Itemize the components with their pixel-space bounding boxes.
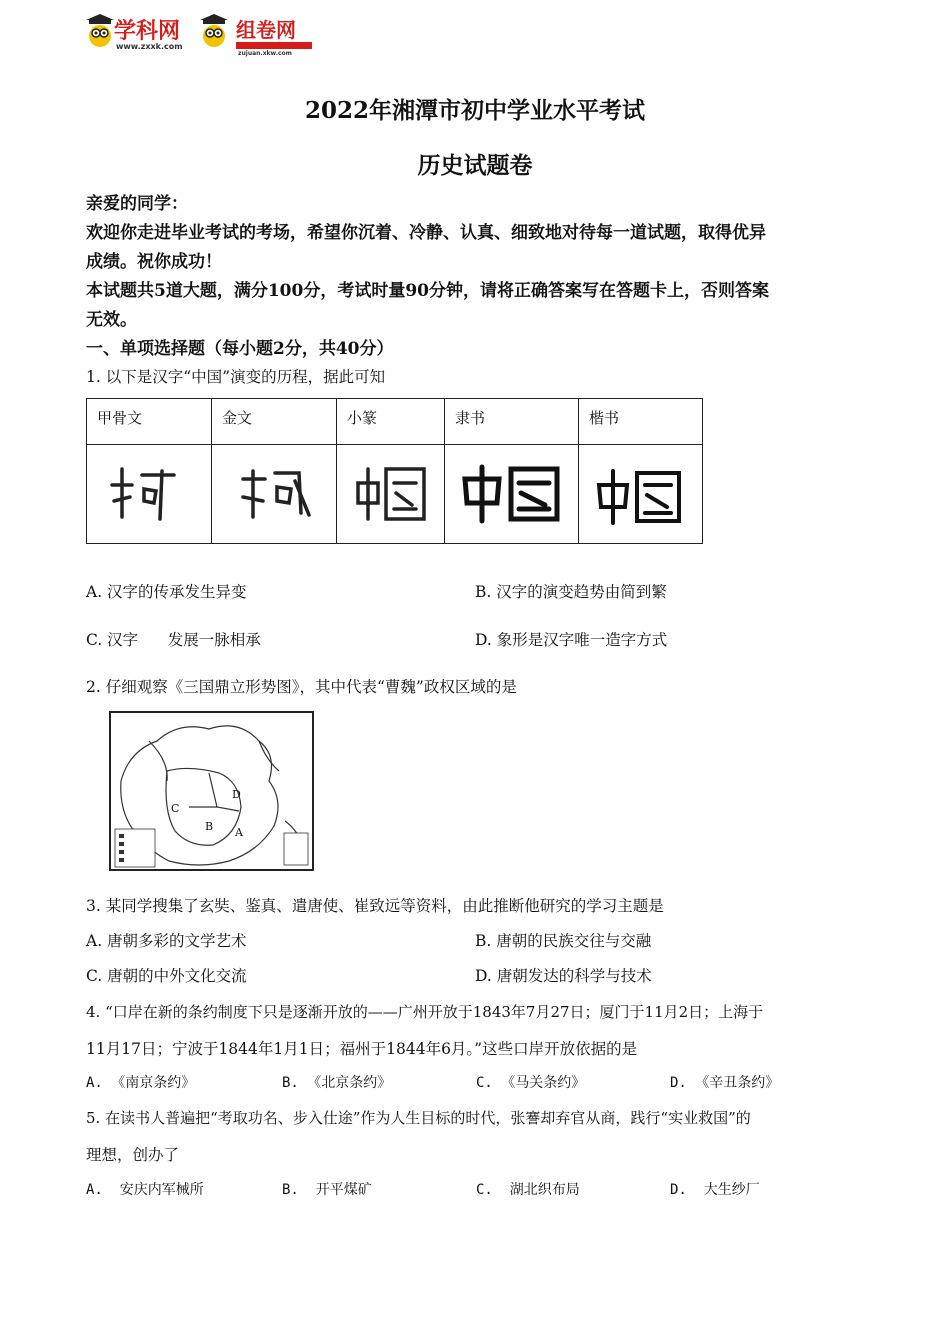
intro-line-2: 成绩。祝你成功！ [86, 252, 222, 272]
clerical-glyph-image [457, 457, 567, 527]
glyph-seal [337, 445, 445, 544]
map-label-c: C [171, 802, 180, 815]
question-1-option-a[interactable]: A. 汉字的传承发生异变 [86, 583, 247, 601]
table-header-seal: 小篆 [337, 399, 445, 445]
table-header-oracle: 甲骨文 [87, 399, 212, 445]
question-5-option-b[interactable]: B. 开平煤矿 [282, 1182, 372, 1198]
map-image [109, 711, 314, 871]
question-4-option-a[interactable]: A. 《南京条约》 [86, 1075, 196, 1091]
question-1-option-d[interactable]: D. 象形是汉字唯一造字方式 [475, 631, 668, 649]
question-4-stem-line-2: 11月17日；宁波于1844年1月1日；福州于1844年6月。”这些口岸开放依据的是 [86, 1040, 638, 1058]
three-kingdoms-map [109, 711, 314, 871]
question-1-option-c[interactable]: C. 汉字 发展一脉相承 [86, 631, 261, 649]
regular-glyph-image [591, 457, 691, 527]
question-3-stem: 3. 某同学搜集了玄奘、鉴真、遣唐使、崔致远等资料，由此推断他研究的学习主题是 [86, 897, 664, 915]
question-5-stem-line-2: 理想，创办了 [86, 1146, 180, 1164]
glyph-bronze [212, 445, 337, 544]
map-label-a: A [235, 826, 243, 839]
logo-bar [86, 12, 326, 56]
logo-xuekewang-url: www.zxxk.com [116, 42, 183, 51]
glyph-oracle [87, 445, 212, 544]
table-header-regular: 楷书 [579, 399, 703, 445]
question-3-option-c[interactable]: C. 唐朝的中外文化交流 [86, 967, 247, 985]
exam-title: 2022年湘潭市初中学业水平考试 [304, 97, 645, 124]
question-5-option-d[interactable]: D. 大生纱厂 [670, 1182, 760, 1198]
seal-glyph-image [346, 457, 436, 527]
exam-subtitle: 历史试题卷 [417, 152, 533, 179]
table-header-clerical: 隶书 [445, 399, 579, 445]
question-4-stem-line-1: 4. “口岸在新的条约制度下只是逐渐开放的——广州开放于1843年7月27日；厦门于11月2日；上海于 [86, 1003, 764, 1021]
glyph-clerical [445, 445, 579, 544]
question-1-option-b[interactable]: B. 汉字的演变趋势由简到繁 [475, 583, 667, 601]
map-label-d: D [232, 788, 241, 801]
logo-zujuanwang-url: zujuan.xkw.com [238, 50, 292, 57]
question-5-option-a[interactable]: A. 安庆内军械所 [86, 1182, 204, 1198]
question-4-option-b[interactable]: B. 《北京条约》 [282, 1075, 392, 1091]
intro-line-3: 本试题共5道大题，满分100分，考试时量90分钟，请将正确答案写在答题卡上，否则答案 [86, 281, 769, 301]
character-evolution-table [86, 398, 703, 544]
section-heading: 一、单项选择题（每小题2分，共40分） [86, 339, 394, 359]
glyph-regular [579, 445, 703, 544]
question-3-option-d[interactable]: D. 唐朝发达的科学与技术 [475, 967, 652, 985]
intro-line-4: 无效。 [86, 310, 137, 330]
question-2-stem: 2. 仔细观察《三国鼎立形势图》，其中代表“曹魏”政权区域的是 [86, 678, 517, 696]
oracle-glyph-image [104, 457, 194, 527]
question-3-option-b[interactable]: B. 唐朝的民族交往与交融 [475, 932, 652, 950]
logo-xuekewang: 学科网 [114, 19, 181, 44]
question-5-stem-line-1: 5. 在读书人普遍把“考取功名、步入仕途”作为人生目标的时代，张謇却弃官从商，践行“实业救国”的 [86, 1109, 751, 1127]
question-3-option-a[interactable]: A. 唐朝多彩的文学艺术 [86, 932, 247, 950]
logo-zujuanwang: 组卷网 [236, 18, 296, 42]
table-header-bronze: 金文 [212, 399, 337, 445]
question-5-option-c[interactable]: C. 湖北织布局 [476, 1182, 580, 1198]
intro-greeting: 亲爱的同学： [86, 194, 188, 214]
question-1-stem: 1. 以下是汉字“中国”演变的历程，据此可知 [86, 368, 386, 386]
question-4-option-d[interactable]: D. 《辛丑条约》 [670, 1075, 780, 1091]
question-4-option-c[interactable]: C. 《马关条约》 [476, 1075, 586, 1091]
intro-line-1: 欢迎你走进毕业考试的考场，希望你沉着、冷静、认真、细致地对待每一道试题，取得优异 [86, 223, 766, 243]
map-label-b: B [205, 820, 214, 833]
bronze-glyph-image [229, 457, 319, 527]
